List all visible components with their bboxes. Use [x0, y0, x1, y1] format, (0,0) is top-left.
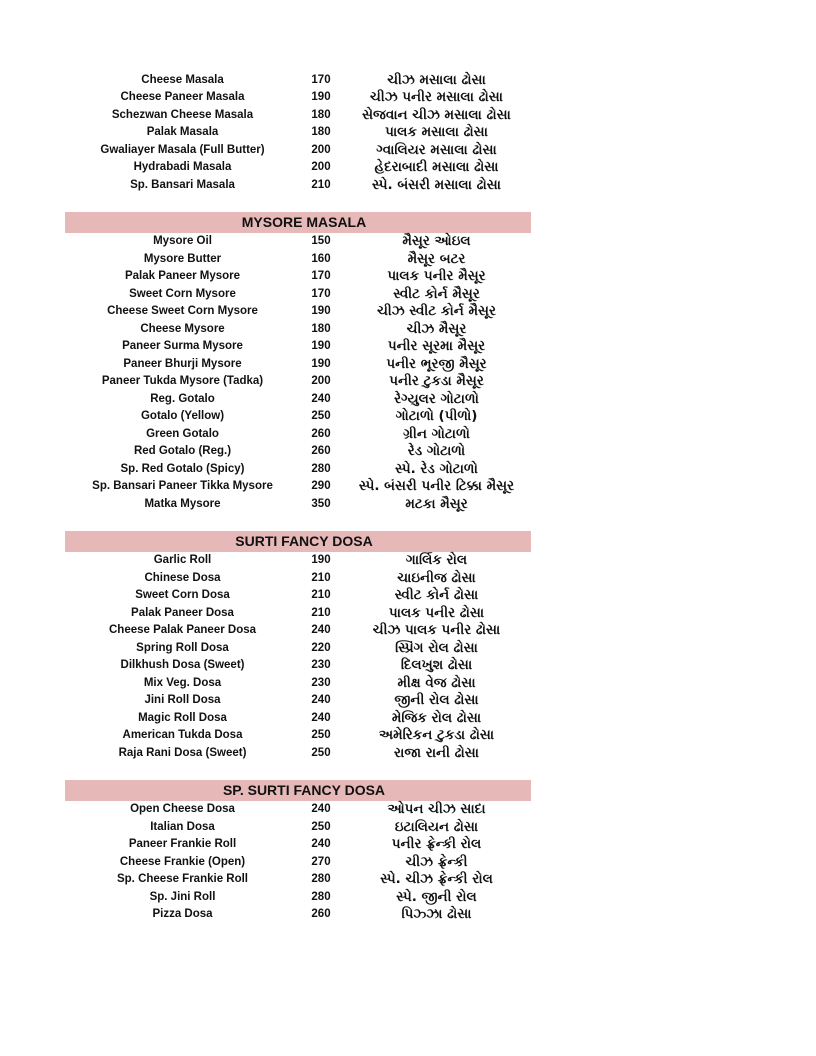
item-name: Green Gotalo — [146, 427, 219, 440]
menu-item — [65, 425, 531, 443]
item-name: Gwaliayer Masala (Full Butter) — [100, 143, 265, 156]
item-gujarati-name: સ્પ્રિંગ રોલ ઢોસા — [395, 639, 478, 656]
menu-page — [65, 71, 531, 923]
item-name: Red Gotalo (Reg.) — [133, 445, 232, 458]
item-price: 210 — [311, 571, 331, 584]
menu-item — [65, 622, 531, 640]
item-price: 250 — [311, 820, 331, 833]
item-price: 170 — [311, 73, 331, 86]
menu-item — [65, 460, 531, 478]
item-price: 240 — [311, 392, 331, 405]
menu-item — [65, 233, 531, 251]
item-gujarati-name: ચીઝ મસાલા ઢોસા — [387, 71, 486, 88]
item-price: 190 — [311, 340, 331, 353]
menu-item — [65, 801, 531, 819]
menu-item — [65, 657, 531, 675]
item-price: 270 — [311, 855, 331, 868]
item-gujarati-name: પાલક પનીર મૈસૂર — [387, 268, 486, 285]
menu-section-surti-fancy-dosa — [65, 531, 531, 762]
item-gujarati-name: રેડ ગોટાળો — [407, 443, 466, 460]
item-price: 240 — [311, 838, 331, 851]
menu-item — [65, 552, 531, 570]
item-name: Paneer Tukda Mysore (Tadka) — [101, 375, 264, 388]
menu-item — [65, 888, 531, 906]
item-price: 190 — [311, 554, 331, 567]
menu-item — [65, 744, 531, 762]
menu-item — [65, 906, 531, 924]
menu-item — [65, 836, 531, 854]
item-price: 210 — [311, 589, 331, 602]
item-price: 240 — [311, 711, 331, 724]
item-price: 190 — [311, 357, 331, 370]
item-price: 260 — [311, 427, 331, 440]
section-title: SURTI FANCY DOSA — [235, 533, 373, 549]
item-name: Gotalo (Yellow) — [140, 410, 225, 423]
item-price: 200 — [311, 161, 331, 174]
menu-item — [65, 478, 531, 496]
item-name: Mysore Butter — [143, 252, 222, 265]
menu-item — [65, 587, 531, 605]
section-header — [65, 780, 531, 801]
item-price: 180 — [311, 126, 331, 139]
menu-item — [65, 692, 531, 710]
item-name: Schezwan Cheese Masala — [111, 108, 254, 121]
item-gujarati-name: મટકા મૈસૂર — [405, 495, 468, 512]
item-price: 230 — [311, 659, 331, 672]
item-gujarati-name: ચીઝ સ્વીટ કોર્ન મૈસૂર — [377, 303, 496, 320]
menu-item — [65, 408, 531, 426]
item-gujarati-name: સ્પે. ચીઝ ફ્રેન્કી રોલ — [380, 871, 493, 888]
item-gujarati-name: પનીર ફ્રેન્કી રોલ — [391, 836, 482, 853]
item-price: 160 — [311, 252, 331, 265]
menu-item — [65, 569, 531, 587]
section-title: MYSORE MASALA — [241, 214, 367, 230]
item-price: 190 — [311, 91, 331, 104]
menu-item — [65, 71, 531, 89]
item-price: 280 — [311, 462, 331, 475]
item-price: 180 — [311, 322, 331, 335]
menu-item — [65, 390, 531, 408]
item-name: Palak Masala — [146, 126, 219, 139]
menu-item — [65, 338, 531, 356]
menu-item — [65, 604, 531, 622]
item-name: Matka Mysore — [144, 497, 221, 510]
item-name: Sp. Cheese Frankie Roll — [116, 873, 248, 886]
item-name: Cheese Frankie (Open) — [119, 855, 246, 868]
item-name: Paneer Surma Mysore — [122, 340, 243, 353]
item-name: Mix Veg. Dosa — [143, 676, 222, 689]
menu-section-mysore-masala — [65, 212, 531, 513]
item-price: 200 — [311, 375, 331, 388]
item-gujarati-name: સ્પે. બંસરી મસાલા ઢોસા — [372, 176, 501, 193]
item-gujarati-name: હેદરાબાદી મસાલા ઢોસા — [374, 159, 499, 176]
menu-item — [65, 285, 531, 303]
item-name: Reg. Gotalo — [150, 392, 215, 405]
menu-item — [65, 355, 531, 373]
item-price: 280 — [311, 890, 331, 903]
item-price: 230 — [311, 676, 331, 689]
menu-item — [65, 674, 531, 692]
item-price: 250 — [311, 746, 331, 759]
item-gujarati-name: પાલક મસાલા ઢોસા — [385, 124, 488, 141]
menu-item — [65, 124, 531, 142]
item-gujarati-name: ઇટાલિયન ઢોસા — [394, 818, 479, 835]
item-gujarati-name: રાજા રાની ઢોસા — [394, 744, 479, 761]
item-gujarati-name: ઓપન ચીઝ સાદા — [387, 801, 486, 818]
item-gujarati-name: સ્વીટ કોર્ન ઢોસા — [394, 587, 479, 604]
item-price: 290 — [311, 480, 331, 493]
item-name: Paneer Frankie Roll — [128, 838, 237, 851]
item-name: Cheese Paneer Masala — [120, 91, 245, 104]
menu-item — [65, 320, 531, 338]
item-name: Cheese Mysore — [140, 322, 225, 335]
item-gujarati-name: પનીર ભૂરજી મૈસૂર — [386, 355, 487, 372]
item-name: Raja Rani Dosa (Sweet) — [118, 746, 247, 759]
item-price: 250 — [311, 410, 331, 423]
item-name: Cheese Sweet Corn Mysore — [107, 305, 258, 318]
item-gujarati-name: મૈસૂર બટર — [407, 250, 466, 267]
item-name: Jini Roll Dosa — [144, 694, 221, 707]
menu-item — [65, 818, 531, 836]
menu-item — [65, 141, 531, 159]
item-price: 200 — [311, 143, 331, 156]
item-name: Palak Paneer Dosa — [131, 606, 234, 619]
item-gujarati-name: સ્પે. જીની રોલ — [396, 888, 477, 905]
item-name: Palak Paneer Mysore — [124, 270, 241, 283]
item-name: Open Cheese Dosa — [130, 803, 235, 816]
item-gujarati-name: ગ્વાલિયર મસાલા ઢોસા — [376, 141, 497, 158]
menu-item — [65, 373, 531, 391]
item-gujarati-name: જીની રોલ ઢોસા — [394, 692, 479, 709]
item-gujarati-name: પનીર ટુકડા મૈસૂર — [389, 373, 484, 390]
item-name: Sp. Red Gotalo (Spicy) — [120, 462, 245, 475]
item-gujarati-name: સ્વીટ કોર્ન મૈસૂર — [393, 285, 480, 302]
item-name: Dilkhush Dosa (Sweet) — [120, 659, 245, 672]
item-gujarati-name: સેજવાન ચીઝ મસાલા ઢોસા — [362, 106, 511, 123]
item-price: 210 — [311, 606, 331, 619]
item-name: Paneer Bhurji Mysore — [123, 357, 242, 370]
item-name: Cheese Masala — [141, 73, 224, 86]
item-price: 220 — [311, 641, 331, 654]
menu-item — [65, 639, 531, 657]
item-gujarati-name: ચીઝ પાલક પનીર ઢોસા — [372, 622, 501, 639]
menu-item — [65, 303, 531, 321]
menu-section — [65, 71, 531, 194]
item-name: Pizza Dosa — [152, 908, 213, 921]
menu-item — [65, 727, 531, 745]
item-gujarati-name: પિઝ્ઝા ઢોસા — [401, 906, 472, 923]
item-price: 260 — [311, 445, 331, 458]
item-name: American Tukda Dosa — [122, 729, 243, 742]
item-name: Cheese Palak Paneer Dosa — [108, 624, 257, 637]
item-gujarati-name: અમેરિકન ટુકડા ઢોસા — [378, 727, 495, 744]
menu-item — [65, 853, 531, 871]
item-price: 180 — [311, 108, 331, 121]
item-name: Sp. Bansari Paneer Tikka Mysore — [92, 480, 273, 493]
item-name: Sweet Corn Mysore — [129, 287, 236, 300]
item-gujarati-name: ચાઇનીજ ઢોસા — [397, 569, 476, 586]
item-gujarati-name: પાલક પનીર ઢોસા — [388, 604, 485, 621]
menu-item — [65, 268, 531, 286]
menu-item — [65, 159, 531, 177]
item-gujarati-name: રેગ્યુલર ગોટાળો — [394, 390, 479, 407]
item-gujarati-name: ચીઝ ફ્રેન્કી — [405, 853, 468, 870]
item-gujarati-name: દિલખુશ ઢોસા — [400, 657, 473, 674]
menu-item — [65, 250, 531, 268]
item-name: Garlic Roll — [153, 554, 212, 567]
item-name: Chinese Dosa — [144, 571, 221, 584]
item-price: 170 — [311, 270, 331, 283]
menu-section-sp-surti-fancy-dosa — [65, 780, 531, 924]
menu-item — [65, 89, 531, 107]
item-gujarati-name: પનીર સૂરમા મૈસૂર — [387, 338, 486, 355]
item-price: 240 — [311, 803, 331, 816]
menu-item — [65, 709, 531, 727]
item-gujarati-name: ગ્રીન ગોટાળો — [403, 425, 470, 442]
item-price: 150 — [311, 235, 331, 248]
item-gujarati-name: મીક્ષ વેજ ઢોસા — [397, 674, 476, 691]
item-gujarati-name: સ્પે. બંસરી પનીર ટિક્કા મૈસૂર — [358, 478, 515, 495]
section-title: SP. SURTI FANCY DOSA — [222, 782, 386, 798]
section-header — [65, 212, 531, 233]
item-name: Hydrabadi Masala — [133, 161, 232, 174]
menu-item — [65, 443, 531, 461]
item-price: 260 — [311, 908, 331, 921]
item-gujarati-name: ચીઝ મૈસૂર — [406, 320, 467, 337]
menu-item — [65, 495, 531, 513]
item-gujarati-name: મૈસૂર ઓઇલ — [402, 233, 471, 250]
item-name: Sp. Jini Roll — [149, 890, 216, 903]
item-gujarati-name: મેજિક રોલ ઢોસા — [391, 709, 482, 726]
item-price: 240 — [311, 694, 331, 707]
item-name: Mysore Oil — [153, 235, 212, 248]
item-name: Sweet Corn Dosa — [135, 589, 230, 602]
item-price: 210 — [311, 178, 331, 191]
item-price: 170 — [311, 287, 331, 300]
item-price: 350 — [311, 497, 331, 510]
item-price: 240 — [311, 624, 331, 637]
item-gujarati-name: ગોટાળો (પીળો) — [395, 408, 478, 425]
section-header — [65, 531, 531, 552]
menu-item — [65, 871, 531, 889]
item-price: 250 — [311, 729, 331, 742]
item-gujarati-name: ચીઝ પનીર મસાલા ઢોસા — [370, 89, 503, 106]
item-price: 190 — [311, 305, 331, 318]
menu-item — [65, 106, 531, 124]
item-gujarati-name: ગાર્લિક રોલ — [405, 552, 468, 569]
item-price: 280 — [311, 873, 331, 886]
menu-item — [65, 176, 531, 194]
item-name: Sp. Bansari Masala — [130, 178, 235, 191]
item-name: Italian Dosa — [150, 820, 215, 833]
item-name: Magic Roll Dosa — [138, 711, 227, 724]
item-gujarati-name: સ્પે. રેડ ગોટાળો — [395, 460, 478, 477]
item-name: Spring Roll Dosa — [136, 641, 229, 654]
